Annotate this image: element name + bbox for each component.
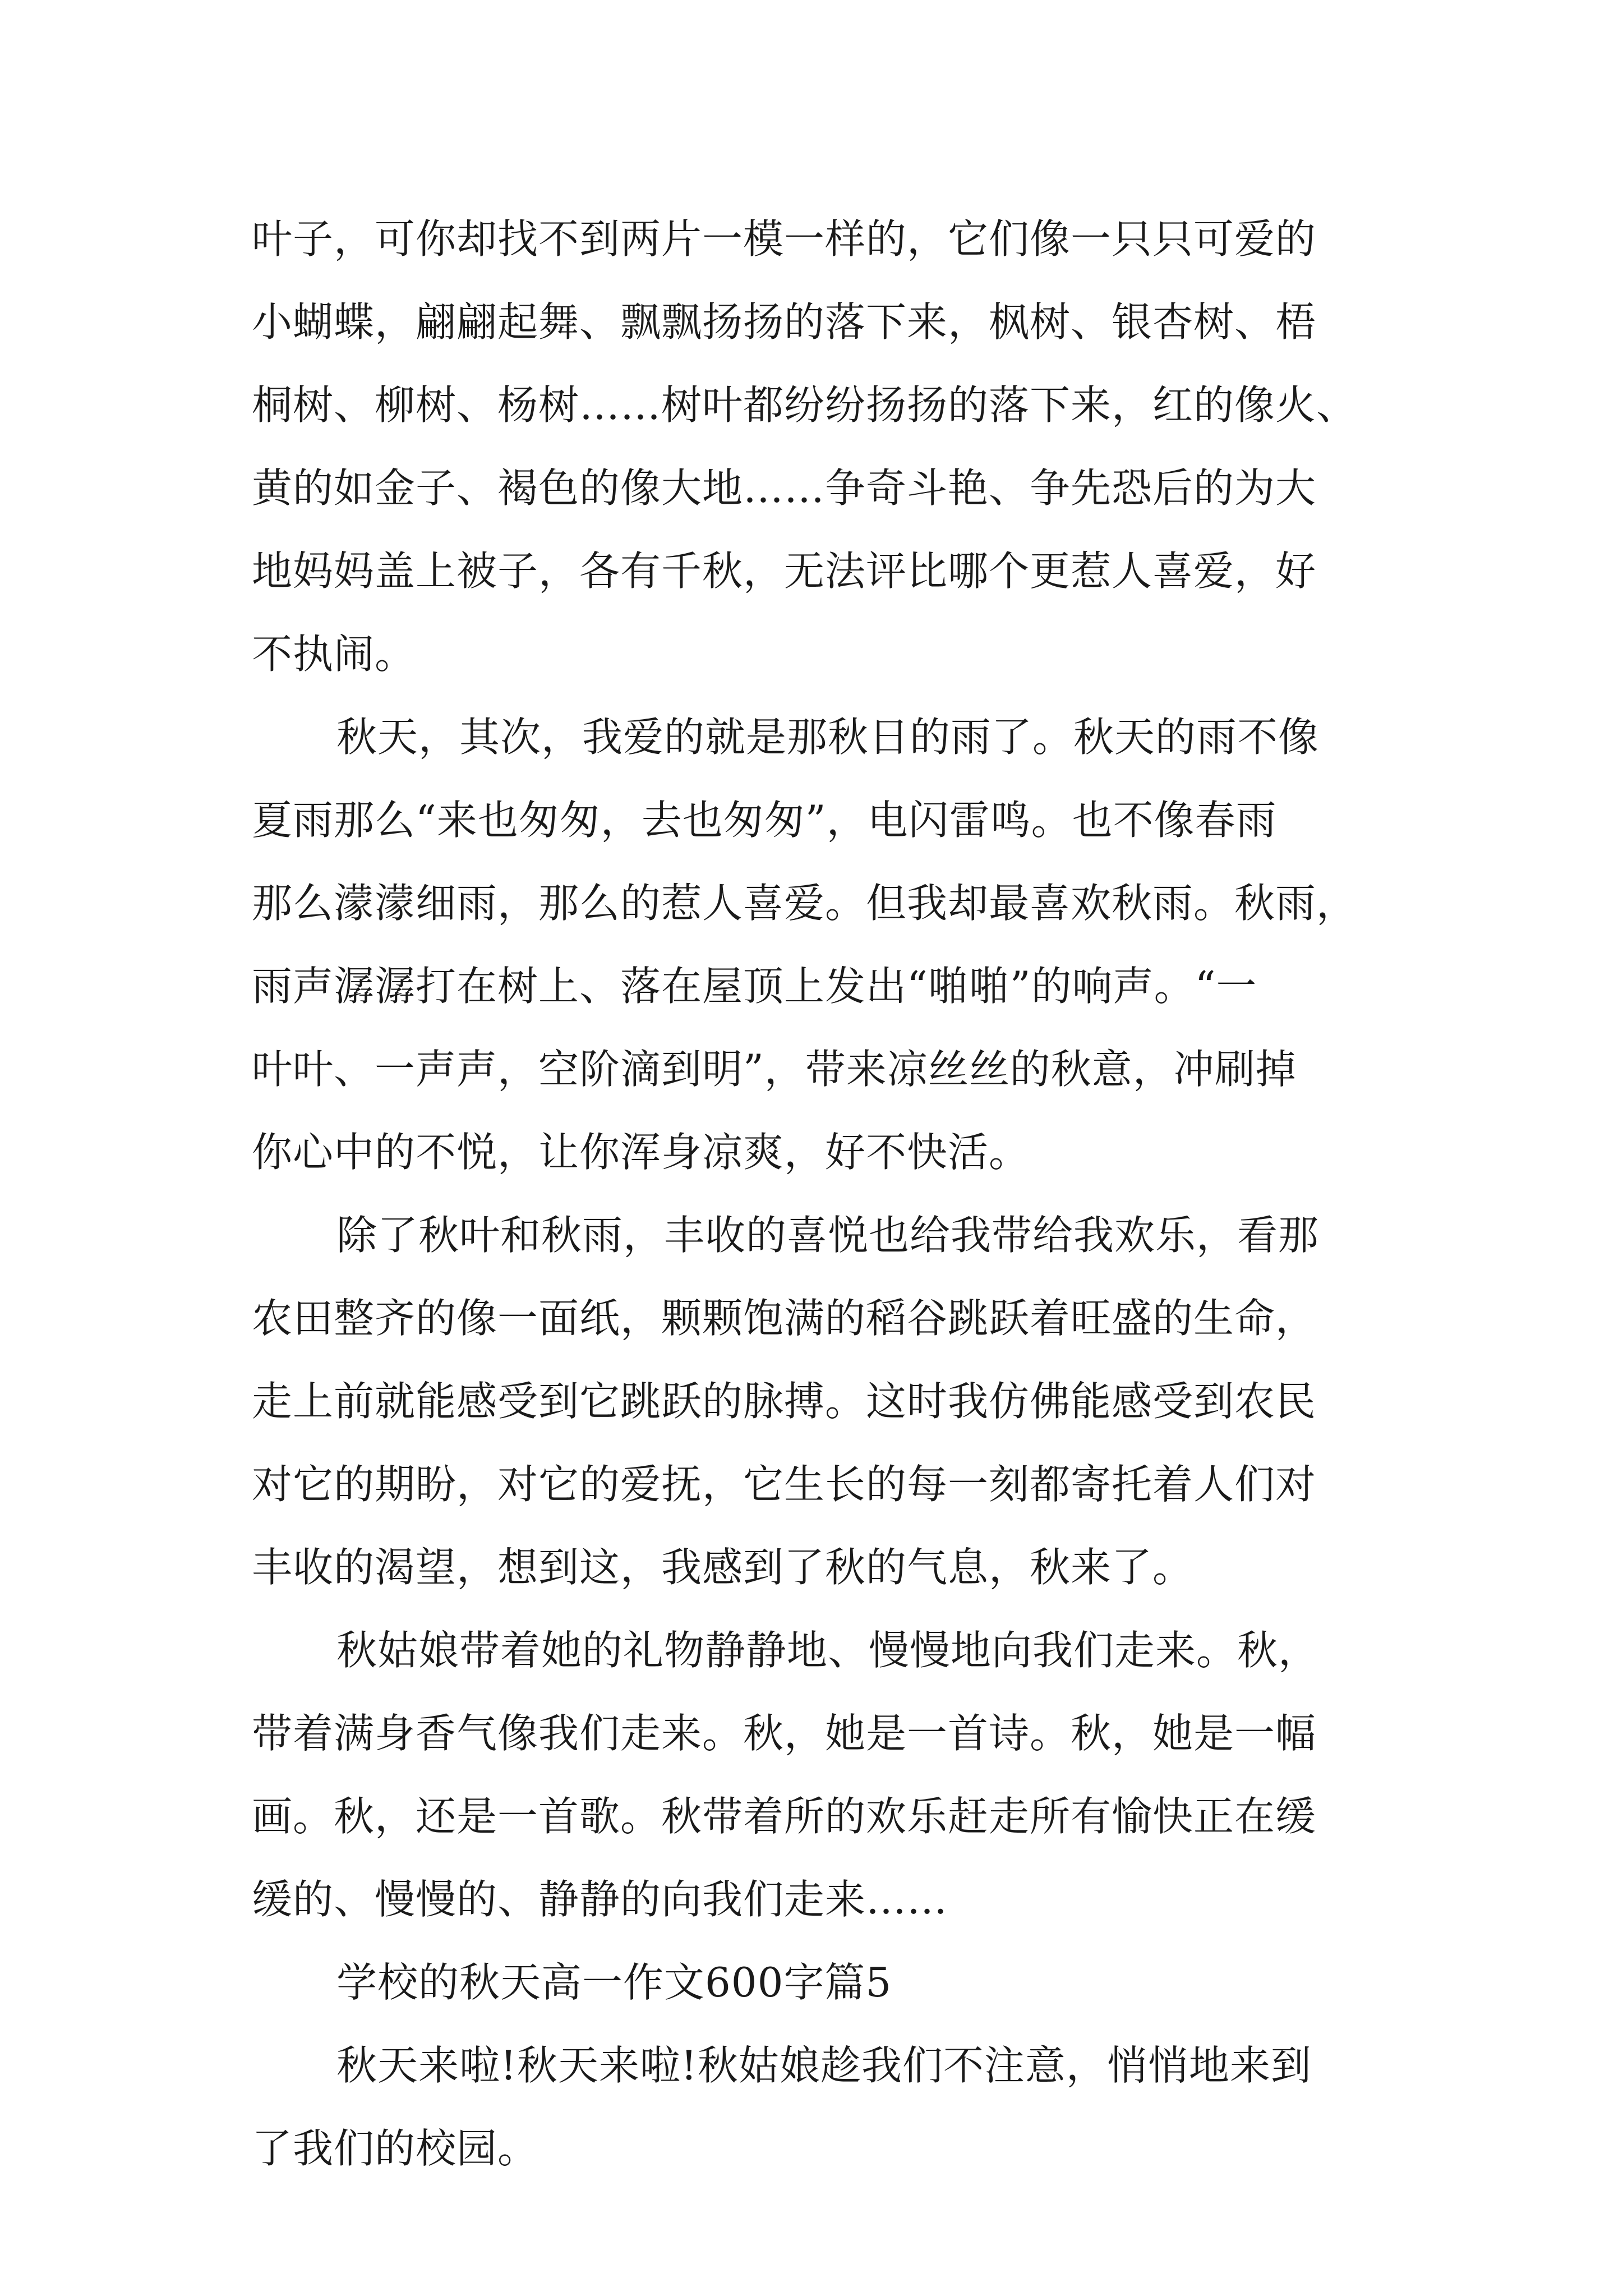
section-heading: 学校的秋天高一作文600字篇5 xyxy=(336,1959,892,2006)
text-line: 雨声潺潺打在树上、落在屋顶上发出“啪啪”的响声。“一 xyxy=(252,963,1257,1010)
text-line: 叶子，可你却找不到两片一模一样的，它们像一只只可爱的 xyxy=(252,215,1317,263)
text-line: 画。秋，还是一首歌。秋带着所的欢乐赶走所有愉快正在缓 xyxy=(252,1793,1317,1840)
text-line: 了我们的校园。 xyxy=(252,2125,539,2172)
text-line: 缓的、慢慢的、静静的向我们走来…… xyxy=(252,1876,948,1923)
text-line: 那么濛濛细雨，那么的惹人喜爱。但我却最喜欢秋雨。秋雨， xyxy=(252,880,1358,927)
text-line: 桐树、柳树、杨树……树叶都纷纷扬扬的落下来，红的像火、 xyxy=(252,381,1358,429)
paragraph-first-line: 除了秋叶和秋雨，丰收的喜悦也给我带给我欢乐，看那 xyxy=(336,1212,1320,1259)
text-line: 地妈妈盖上被子，各有千秋，无法评比哪个更惹人喜爱，好 xyxy=(252,547,1317,595)
paragraph-first-line: 秋姑娘带着她的礼物静静地、慢慢地向我们走来。秋， xyxy=(336,1627,1320,1674)
text-line: 丰收的渴望，想到这，我感到了秋的气息，秋来了。 xyxy=(252,1544,1194,1591)
text-line: 对它的期盼，对它的爱抚，它生长的每一刻都寄托着人们对 xyxy=(252,1461,1317,1508)
text-line: 小蝴蝶，翩翩起舞、飘飘扬扬的落下来，枫树、银杏树、梧 xyxy=(252,298,1317,346)
text-line: 黄的如金子、褐色的像大地……争奇斗艳、争先恐后的为大 xyxy=(252,464,1317,512)
text-line: 走上前就能感受到它跳跃的脉搏。这时我仿佛能感受到农民 xyxy=(252,1378,1317,1425)
text-line: 夏雨那么“来也匆匆，去也匆匆”，电闪雷鸣。也不像春雨 xyxy=(252,797,1277,844)
text-line: 农田整齐的像一面纸，颗颗饱满的稻谷跳跃着旺盛的生命， xyxy=(252,1295,1317,1342)
text-line: 叶叶、一声声，空阶滴到明”，带来凉丝丝的秋意，冲刷掉 xyxy=(252,1046,1297,1093)
paragraph-first-line: 秋天来啦!秋天来啦!秋姑娘趁我们不注意，悄悄地来到 xyxy=(336,2042,1312,2089)
paragraph-first-line: 秋天，其次，我爱的就是那秋日的雨了。秋天的雨不像 xyxy=(336,714,1320,761)
text-line: 带着满身香气像我们走来。秋，她是一首诗。秋，她是一幅 xyxy=(252,1710,1317,1757)
text-line: 不执闹。 xyxy=(252,631,416,678)
text-line: 你心中的不悦，让你浑身凉爽，好不快活。 xyxy=(252,1129,1030,1176)
